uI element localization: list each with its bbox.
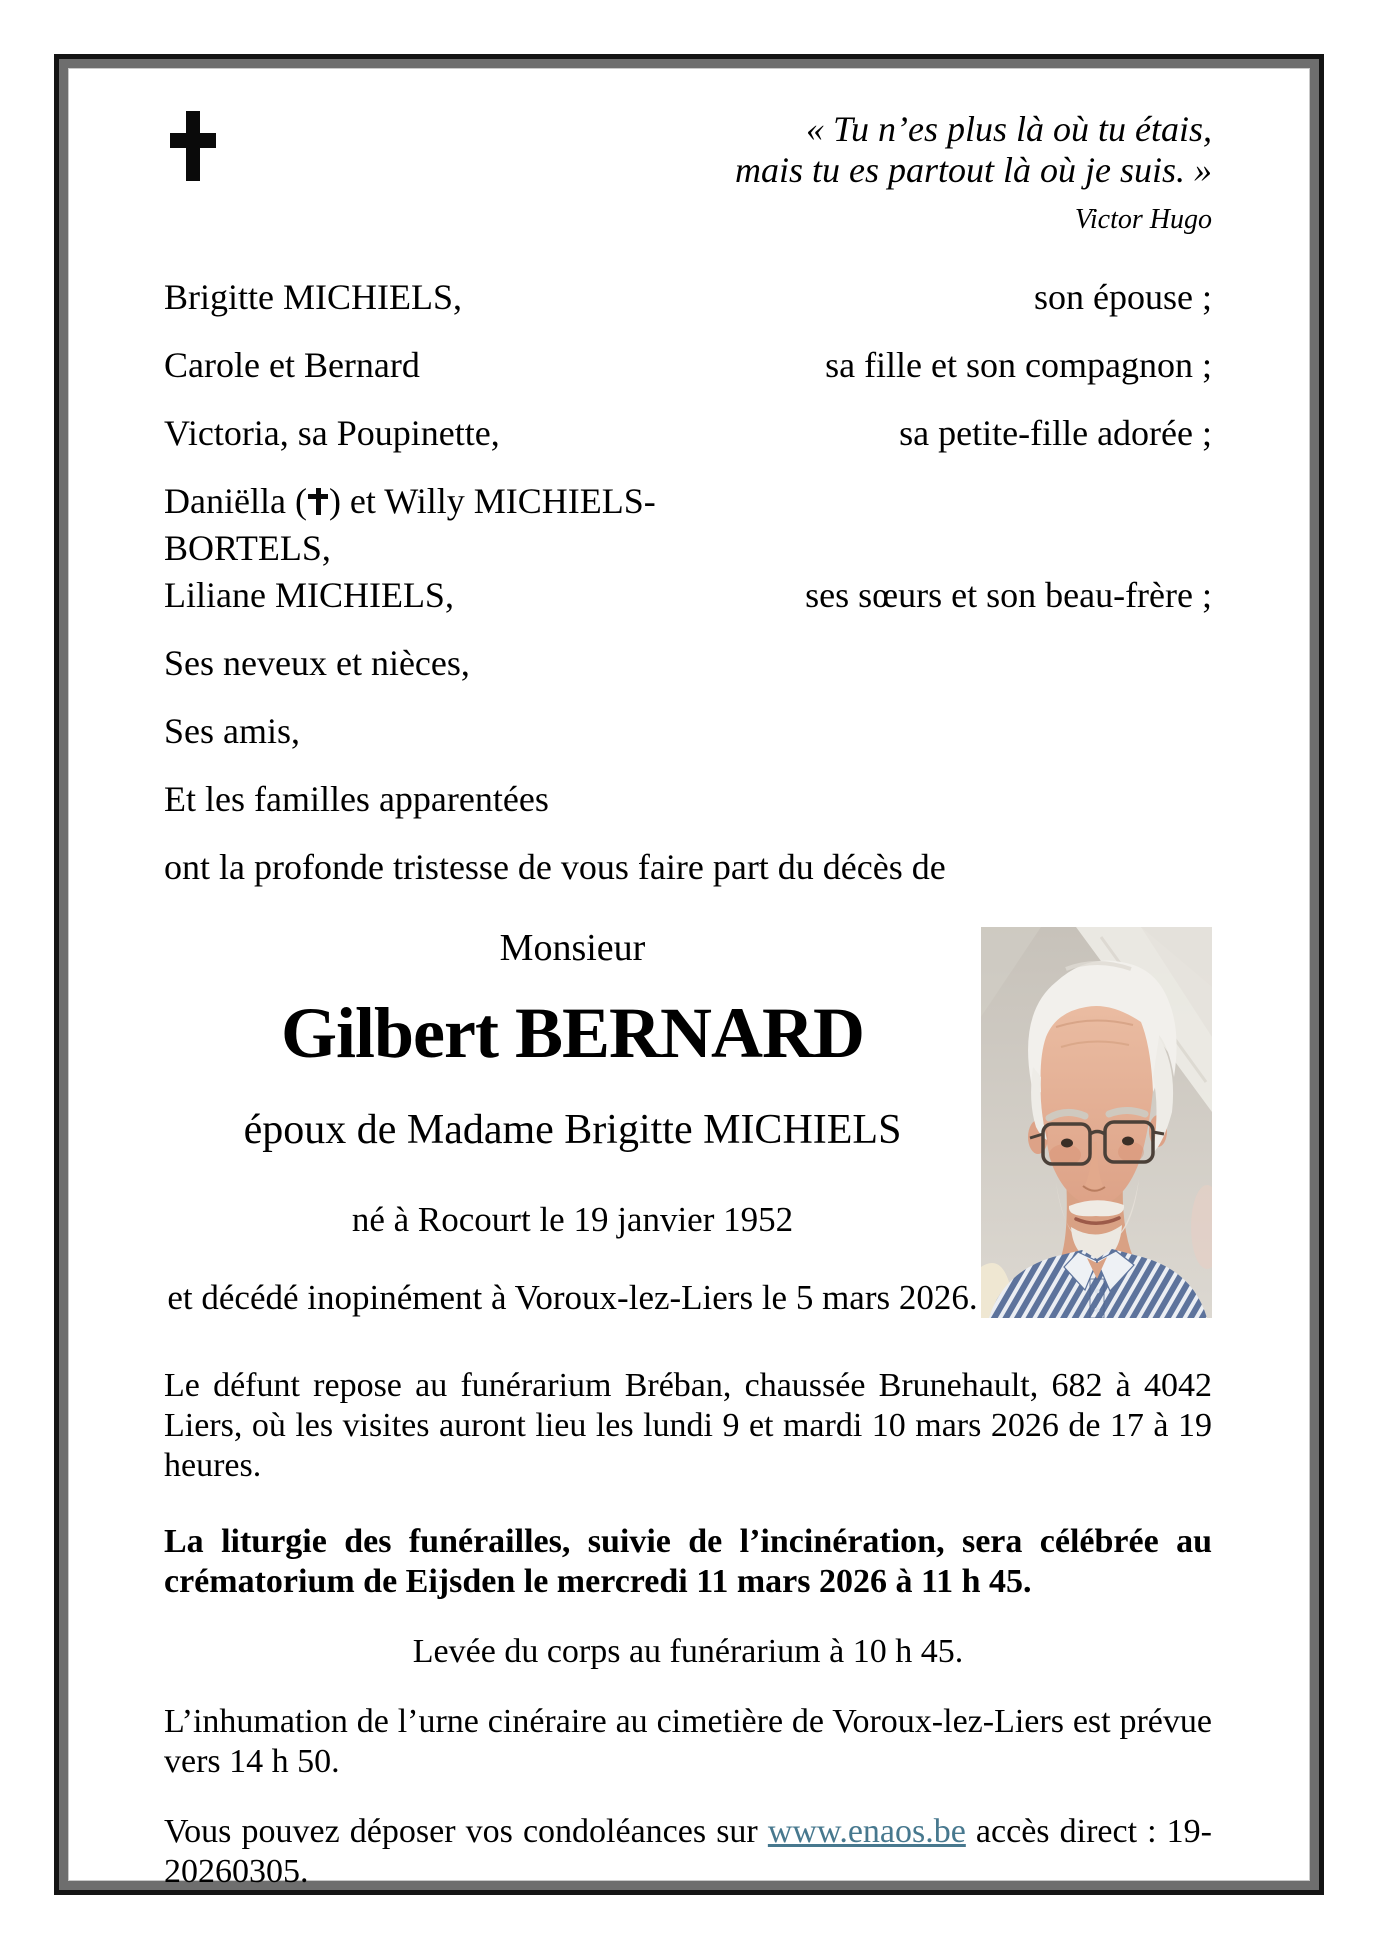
family-member-relation: ses sœurs et son beau-frère ; — [805, 575, 1212, 615]
family-member-name-suffix: ) et Willy MICHIELS-BORTELS, — [164, 481, 656, 568]
family-row — [164, 708, 1212, 755]
family-member-name: Carole et Bernard — [164, 345, 420, 385]
liturgy-paragraph: La liturgie des funérailles, suivie de l’incinération, sera célébrée au crématorium de Eijsden le mercredi 11 mars 2026 à 11 h 45. — [164, 1523, 1212, 1600]
announcement-intro: ont la profonde tristesse de vous faire part du décès de — [164, 847, 946, 887]
family-member-name-prefix: Daniëlla ( — [164, 481, 307, 521]
inner-frame-border — [59, 59, 1319, 1890]
deceased-identity — [164, 924, 981, 1320]
family-member-name: Et les familles apparentées — [164, 779, 549, 819]
family-row-sisters — [164, 478, 1212, 619]
family-member-name: Ses amis, — [164, 711, 301, 751]
family-member-relation: son épouse ; — [1034, 277, 1212, 317]
family-member-name: Victoria, sa Poupinette, — [164, 413, 500, 453]
funeral-details — [164, 1366, 1212, 1892]
deceased-death-line: et décédé inopinément à Voroux-lez-Liers le 5 mars 2026. — [167, 1278, 978, 1317]
family-member-relation: sa fille et son compagnon ; — [825, 345, 1212, 385]
levee-paragraph: Levée du corps au funérarium à 10 h 45. — [412, 1633, 964, 1670]
quote-line-1: « Tu n’es plus là où tu étais, — [805, 109, 1212, 149]
card-content — [68, 68, 1310, 1890]
family-member-relation: sa petite-fille adorée ; — [899, 413, 1212, 453]
repose-paragraph: Le défunt repose au funérarium Bréban, chaussée Brunehault, 682 à 4042 Liers, où les visites auront lieu les lundi 9 et mardi 10 mars 2026 de 17 à 19 heures. — [164, 1367, 1212, 1484]
deceased-title: Monsieur — [499, 927, 646, 969]
latin-cross-icon — [170, 111, 216, 181]
enaos-link[interactable]: www.enaos.be — [767, 1813, 966, 1850]
deceased-spouse-line: époux de Madame Brigitte MICHIELS — [243, 1107, 902, 1153]
inhumation-paragraph: L’inhumation de l’urne cinéraire au cimetière de Voroux-lez-Liers est prévue vers 14 h 50. — [164, 1703, 1212, 1780]
family-member-name: Liliane MICHIELS, — [164, 575, 454, 615]
condolences-suffix: accès direct : 19-20260305. — [164, 1813, 1212, 1890]
deceased-name: Gilbert BERNARD — [281, 993, 864, 1073]
family-member-name — [164, 478, 805, 619]
family-row — [164, 640, 1212, 687]
family-row — [164, 410, 1212, 457]
condolences-paragraph — [164, 1812, 1212, 1892]
family-row — [164, 342, 1212, 389]
deceased-cross-icon — [307, 488, 329, 515]
family-member-name: Brigitte MICHIELS, — [164, 277, 462, 317]
portrait-photo — [981, 927, 1212, 1318]
family-list — [164, 274, 1212, 891]
quote-attribution: Victor Hugo — [1074, 204, 1212, 235]
family-member-name: Ses neveux et nièces, — [164, 643, 470, 683]
header — [164, 109, 1212, 240]
deceased-birth-line: né à Rocourt le 19 janvier 1952 — [351, 1200, 794, 1239]
family-row — [164, 274, 1212, 321]
announcement-block — [164, 924, 1212, 1320]
quote-block — [735, 109, 1212, 240]
condolences-prefix: Vous pouvez déposer vos condoléances sur — [164, 1813, 768, 1850]
family-row — [164, 776, 1212, 823]
quote-line-2: mais tu es partout là où je suis. » — [734, 150, 1212, 190]
outer-frame-border — [54, 54, 1324, 1895]
